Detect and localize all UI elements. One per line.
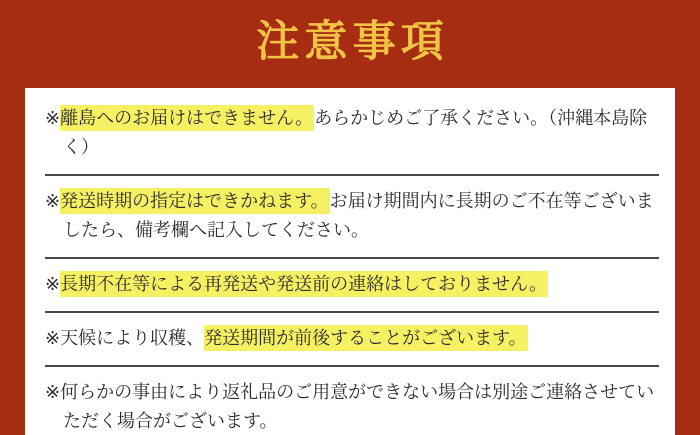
notice-marker: ※: [45, 191, 61, 211]
notice-marker: ※: [45, 328, 61, 348]
page-title: 注意事項: [256, 17, 449, 67]
notice-text: あらかじめご了承ください。（沖縄本島除く）: [63, 108, 648, 157]
notice-list: [45, 93, 659, 435]
notice-item: [45, 259, 659, 313]
highlighted-text: 発送時期の指定はできかねます。: [60, 188, 330, 214]
notice-item: [45, 176, 659, 259]
highlighted-text: 長期不在等による再発送や発送前の連絡はしておりません。: [60, 271, 548, 297]
notice-marker: ※: [45, 274, 61, 294]
notice-text: お届け期間内に長期のご不在等ございましたら、備考欄へ記入してください。: [63, 191, 654, 240]
notice-item: [45, 93, 659, 176]
notice-marker: ※: [45, 382, 61, 402]
highlighted-text: 発送期間が前後することがございます。: [204, 325, 528, 351]
notice-text: 何らかの事由により返礼品のご用意ができない場合は別途ご連絡させていただく場合がございます。: [60, 382, 655, 431]
notice-marker: ※: [45, 108, 61, 128]
highlighted-text: 離島へのお届けはできません。: [60, 105, 314, 131]
notice-text: 天候により収穫、: [60, 328, 205, 348]
notice-panel: [25, 88, 675, 435]
notice-item: [45, 313, 659, 367]
notice-item: [45, 367, 659, 435]
